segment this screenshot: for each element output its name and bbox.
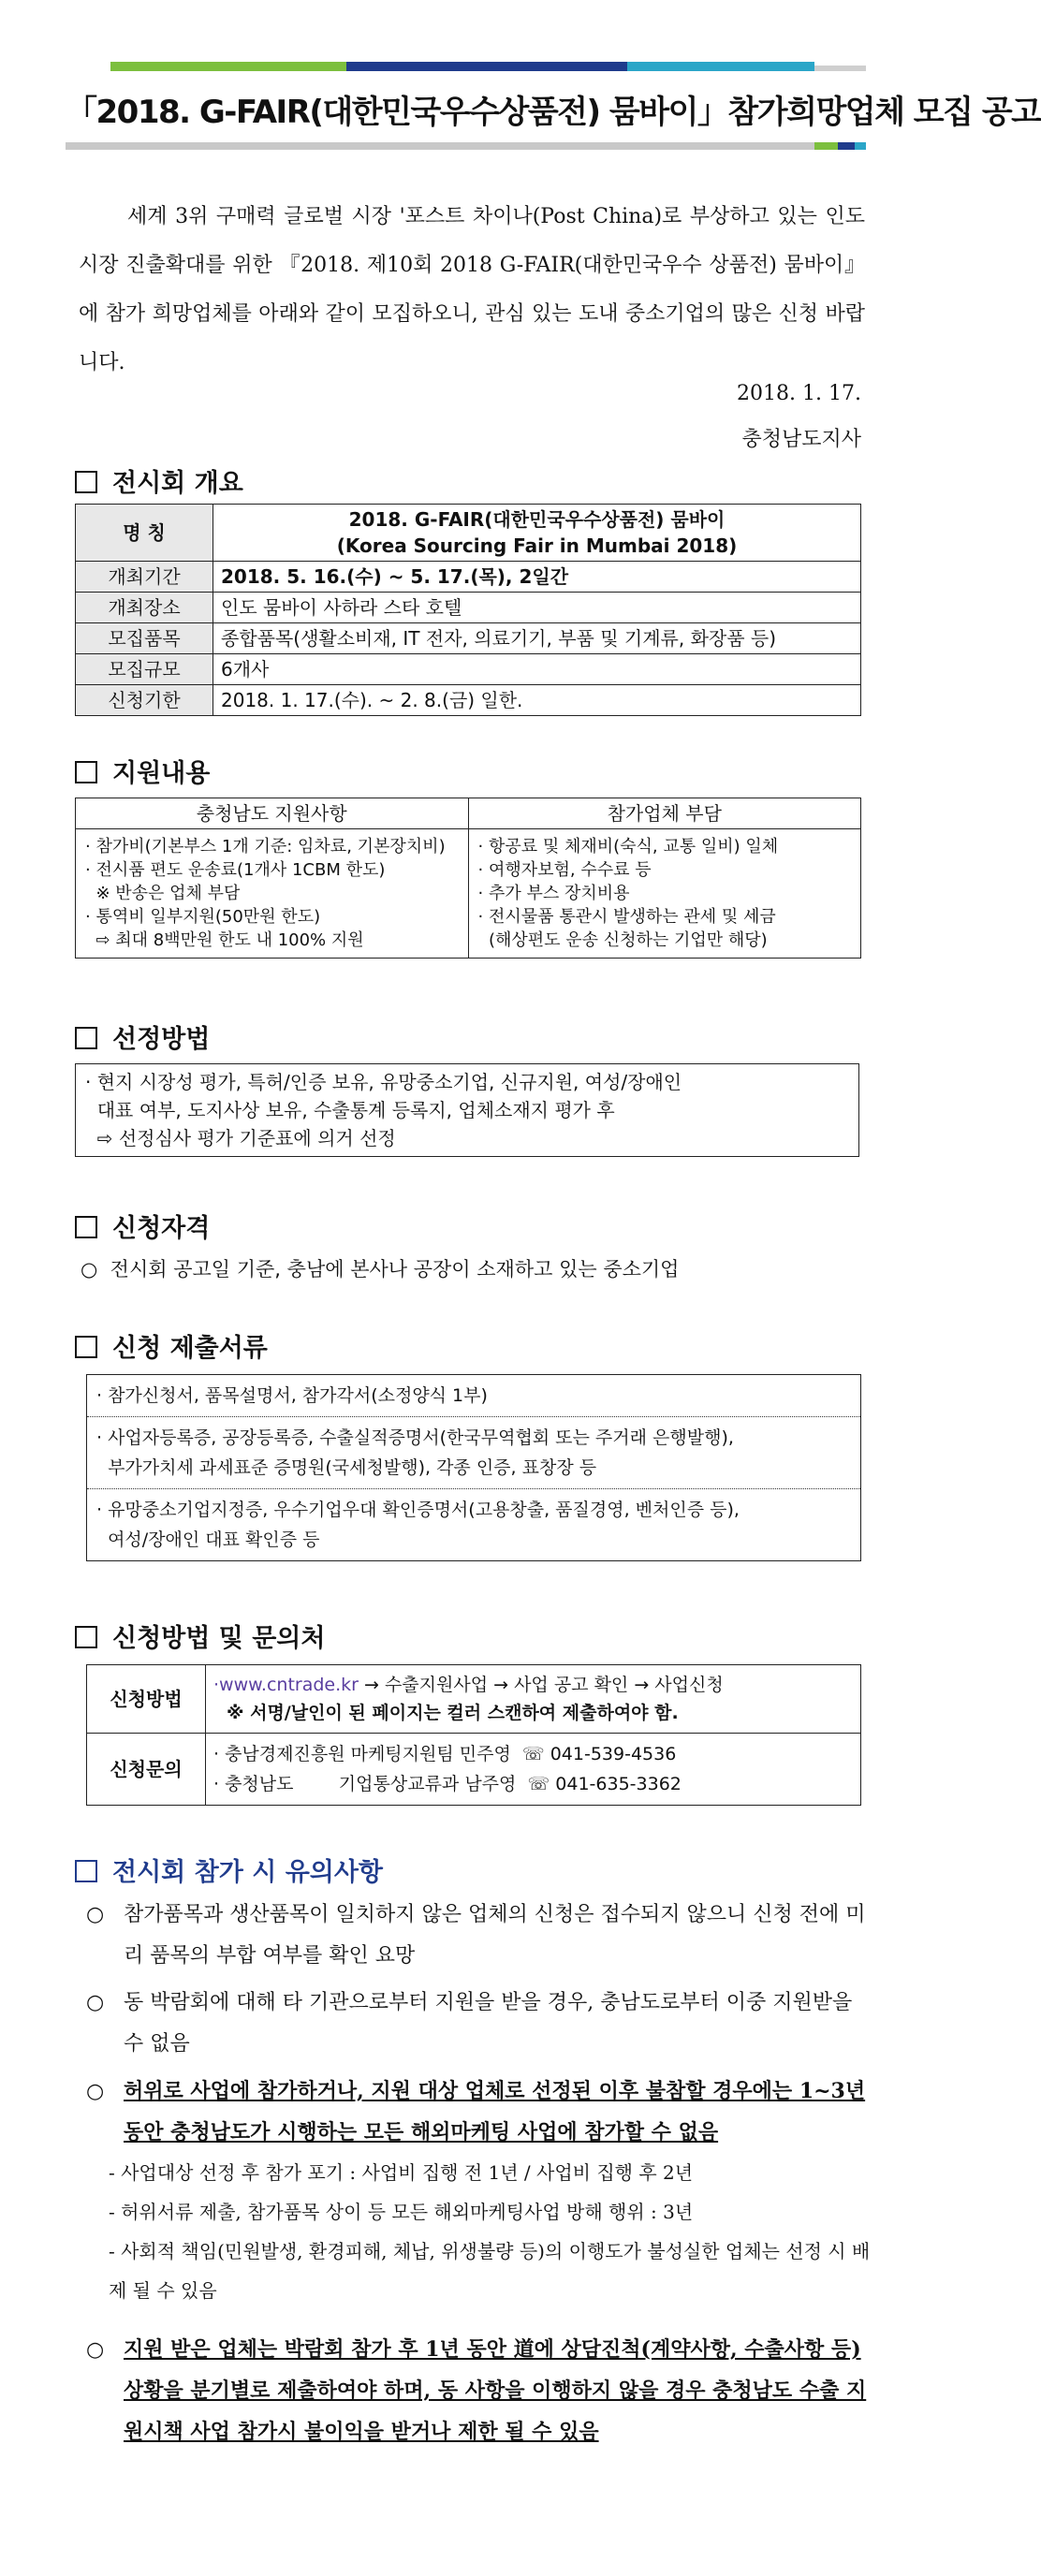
checkbox-icon [75,761,97,783]
documents-box [86,1374,861,1561]
table-row [87,1734,861,1806]
issue-date: 2018. 1. 17. [737,382,861,405]
table-label: 신청방법 [87,1665,206,1734]
table-value: 2018. G-FAIR(대한민국우수상품전) 뭄바이 (Korea Sourcing Fair in Mumbai 2018) [213,505,861,562]
list-item: ○ 참가품목과 생산품목이 일치하지 않은 업체의 신청은 접수되지 않으니 신청 전에 미리 품목의 부합 여부를 확인 요망 [86,1903,866,1968]
documents-group: · 참가신청서, 품목설명서, 참가각서(소정양식 1부) [87,1375,860,1417]
overview-table [75,504,861,716]
intro-section [79,193,865,388]
table-row [76,623,861,654]
checkbox-icon [75,1860,97,1882]
table-row [76,685,861,716]
checkbox-icon [75,1336,97,1358]
table-label: 모집품목 [76,623,213,654]
issuer: 충청남도지사 [741,428,861,451]
bottom-stripe-gray [66,142,814,150]
table-row [76,654,861,685]
support-left-cell: · 참가비(기본부스 1개 기준: 임차료, 기본장치비) · 전시품 편도 운송료(1개사 1CBM 한도) ※ 반송은 업체 부담 · 통역비 일부지원(50만원 한도) ⇨ 최대 8백만원 한도 내 100% 지원 [76,829,469,959]
table-label: 개최장소 [76,593,213,623]
table-label: 모집규모 [76,654,213,685]
table-value: 종합품목(생활소비재, IT 전자, 의료기기, 부품 및 기계류, 화장품 등) [213,623,861,654]
section-contact-heading: 신청방법 및 문의처 [75,1617,325,1654]
notice-detail: - 사업대상 선정 후 참가 포기 : 사업비 집행 전 1년 / 사업비 집행 후 2년 [109,2161,694,2184]
checkbox-icon [75,1626,97,1648]
table-row [76,562,861,593]
checkbox-icon [75,1216,97,1238]
top-stripe-navy [346,62,627,71]
documents-group: · 사업자등록증, 공장등록증, 수출실적증명서(한국무역협회 또는 주거래 은행발행), 부가가치세 과세표준 증명원(국세청발행), 각종 인증, 표창장 등 [87,1417,860,1489]
section-notice-heading: 전시회 참가 시 유의사항 [75,1852,383,1888]
bottom-stripe-green [814,142,838,150]
table-value: · 충남경제진흥원 마케팅지원팀 민주영 ☏ 041-539-4536 · 충청남도 기업통상교류과 남주영 ☏ 041-635-3362 [206,1734,861,1806]
table-header: 충청남도 지원사항 [76,798,469,829]
top-stripe-teal [627,62,814,71]
checkbox-icon [75,1027,97,1049]
table-row [87,1665,861,1734]
notice-list [86,1895,872,2452]
list-item: ○ 허위로 사업에 참가하거나, 지원 대상 업체로 선정된 이후 불참할 경우에는 1~3년동안 충청남도가 시행하는 모든 해외마케팅 사업에 참가할 수 없음 [86,2079,866,2144]
table-row [76,505,861,562]
top-stripe-gray [814,66,866,71]
selection-box: · 현지 시장성 평가, 특허/인증 보유, 유망중소기업, 신규지원, 여성/장애인 대표 여부, 도지사상 보유, 수출통계 등록지, 업체소재지 평가 후 ⇨ 선정심사 평가 기준표에 의거 선정 [75,1063,859,1157]
table-value: 2018. 5. 16.(수) ~ 5. 17.(목), 2일간 [213,562,861,593]
eligibility-text: ○ 전시회 공고일 기준, 충남에 본사나 공장이 소재하고 있는 중소기업 [81,1258,680,1281]
site-link[interactable]: ·www.cntrade.kr [213,1675,359,1695]
list-item: ○ 동 박람회에 대해 타 기관으로부터 지원을 받을 경우, 충남도로부터 이중 지원받을 수 없음 [86,1991,853,2056]
table-header: 참가업체 부담 [468,798,861,829]
table-value: 6개사 [213,654,861,685]
bottom-stripe-teal [855,142,866,150]
list-item: ○ 지원 받은 업체는 박람회 참가 후 1년 동안 道에 상담진척(계약사항, 수출사항 등)상황을 분기별로 제출하여야 하며, 동 사항을 이행하지 않을 경우 충청남도 수출 지원시책 사업 참가시 불이익을 받거나 제한 될 수 있음 [86,2337,867,2444]
contact-table [86,1664,861,1806]
table-row [76,829,861,959]
section-selection-heading: 선정방법 [75,1018,210,1055]
section-overview-heading: 전시회 개요 [75,462,243,499]
support-right-cell: · 항공료 및 체재비(숙식, 교통 일비) 일체 · 여행자보험, 수수료 등 · 추가 부스 장치비용 · 전시물품 통관시 발생하는 관세 및 세금 (해상편도 운송 신청하는 기업만 해당) [468,829,861,959]
checkbox-icon [75,471,97,493]
table-value: 인도 뭄바이 사하라 스타 호텔 [213,593,861,623]
notice-detail: - 사회적 책임(민원발생, 환경피해, 체납, 위생불량 등)의 이행도가 불성실한 업체는 선정 시 배제 될 수 있음 [109,2240,871,2302]
table-label: 개최기간 [76,562,213,593]
notice-detail: - 허위서류 제출, 참가품목 상이 등 모든 해외마케팅사업 방해 행위 : 3년 [109,2201,694,2223]
table-label: 신청문의 [87,1734,206,1806]
top-stripe-green [110,62,346,71]
table-row [76,798,861,829]
intro-paragraph: 세계 3위 구매력 글로벌 시장 '포스트 차이나(Post China)로 부상하고 있는 인도 시장 진출확대를 위한 『2018. 제10회 2018 G-FAIR(대한민국우수 상품전) 뭄바이』에 참가 희망업체를 아래와 같이 모집하오니, 관심 있는 도내 중소기업의 많은 신청 바랍니다. [79,205,865,374]
table-row [76,593,861,623]
section-documents-heading: 신청 제출서류 [75,1327,268,1364]
table-label: 명 칭 [76,505,213,562]
section-eligibility-heading: 신청자격 [75,1208,210,1244]
documents-group: · 유망중소기업지정증, 우수기업우대 확인증명서(고용창출, 품질경영, 벤처인증 등), 여성/장애인 대표 확인증 등 [96,1500,740,1550]
table-label: 신청기한 [76,685,213,716]
table-value: ·www.cntrade.kr → 수출지원사업 → 사업 공고 확인 → 사업신청 ※ 서명/날인이 된 페이지는 컬러 스캔하여 제출하여야 함. [206,1665,861,1734]
page-title: 「2018. G-FAIR(대한민국우수상품전) 뭄바이」참가희망업체 모집 공고 [66,94,1041,131]
table-value: 2018. 1. 17.(수). ~ 2. 8.(금) 일한. [213,685,861,716]
support-table [75,798,861,959]
section-support-heading: 지원내용 [75,753,210,789]
bottom-stripe-navy [838,142,855,150]
